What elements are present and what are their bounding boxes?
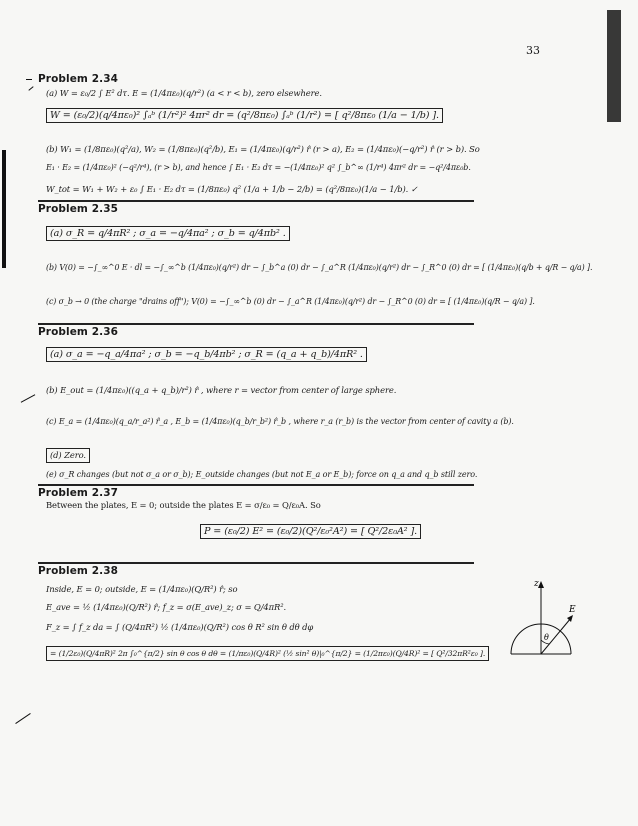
boxed-answer: (a) σ_a = −q_a/4πa² ; σ_b = −q_b/4πb² ; σ_R = (q_a + q_b)/4πR² . [46, 347, 367, 362]
page-number: 33 [526, 44, 540, 57]
theta-label: θ [544, 633, 549, 642]
solution-line: (b) V(0) = −∫_∞^0 E · dl = −∫_∞^b (1/4πε₀)(q/r²) dr − ∫_b^a (0) dr − ∫_a^R (1/4πε₀)(q/r²) dr − ∫_R^0 (0) dr = [ (1/4πε₀)(q/b + q/R − q/a) ]. [46, 263, 593, 272]
hemisphere-figure [506, 578, 576, 658]
solution-line [46, 646, 489, 661]
solution-line: F_z = ∫ f_z da = ∫ (Q/4πR²) ½ (1/4πε₀)(Q/R²) cos θ R² sin θ dθ dφ [46, 622, 314, 632]
boxed-answer: P = (ε₀/2) E² = (ε₀/2)(Q²/ε₀²A²) = [ Q²/2ε₀A² ]. [200, 524, 421, 539]
boxed-answer: (a) σ_R = q/4πR² ; σ_a = −q/4πa² ; σ_b = q/4πb² . [46, 226, 290, 241]
solution-line: (e) σ_R changes (but not σ_a or σ_b); E_outside changes (but not E_a or E_b); force on q_a and q_b still zero. [46, 470, 478, 479]
solution-line [46, 448, 90, 463]
solution-line: (c) σ_b → 0 (the charge "drains off"); V(0) = −∫_∞^b (0) dr − ∫_a^R (1/4πε₀)(q/r²) dr − ∫_R^0 (0) dr = [ (1/4πε₀)(q/R − q/a) ]. [46, 297, 535, 306]
section-divider [38, 323, 474, 325]
solution-line: (c) E_a = (1/4πε₀)(q_a/r_a²) r̂_a , E_b = (1/4πε₀)(q_b/r_b²) r̂_b , where r_a (r_b) is the vector from center of cavity a (b). [46, 417, 514, 426]
z-axis-arrowhead [538, 581, 544, 588]
solution-line [46, 226, 290, 241]
section-divider [38, 562, 474, 564]
section-divider [38, 200, 474, 202]
solution-line: E₁ · E₂ = (1/4πε₀)² (−q²/r⁴), (r > b), and hence ∫ E₁ · E₂ dτ = −(1/4πε₀)² q² ∫_b^∞ (1/r⁴) 4πr² dr = −q²/4πε₀b. [46, 163, 471, 172]
boxed-answer: (d) Zero. [46, 448, 90, 463]
problem-heading: Problem 2.38 [38, 565, 119, 577]
margin-check-mark [28, 86, 33, 91]
binding-edge-mark [2, 150, 6, 268]
problem-heading: Problem 2.34 [38, 73, 119, 85]
e-vector-label: E [569, 605, 576, 615]
solution-line: E_ave = ½ (1/4πε₀)(Q/R²) r̂; f_z = σ(E_ave)_z; σ = Q/4πR². [46, 602, 287, 612]
solution-line [46, 347, 367, 362]
problem-heading: Problem 2.37 [38, 487, 119, 499]
boxed-answer: = (1/2ε₀)(Q/4πR)² 2π ∫₀^{π/2} sin θ cos θ dθ = (1/πε₀)(Q/4R)² (½ sin² θ)|₀^{π/2} = (1/2πε₀)(Q/4R)² = [ Q²/32πR²ε₀ ]. [46, 646, 489, 661]
section-divider [38, 484, 474, 486]
hemisphere-diagram [506, 578, 576, 658]
margin-dash-mark [26, 79, 32, 80]
problem-heading: Problem 2.36 [38, 326, 119, 338]
problem-heading: Problem 2.35 [38, 203, 119, 215]
scan-edge-shadow [607, 10, 621, 122]
boxed-answer: W = (ε₀/2)(q/4πε₀)² ∫ₐᵇ (1/r²)² 4πr² dr = (q²/8πε₀) ∫ₐᵇ (1/r²) = [ q²/8πε₀ (1/a − 1/b) ]. [46, 108, 443, 123]
solution-line: Inside, E = 0; outside, E = (1/4πε₀)(Q/R²) r̂; so [46, 584, 238, 594]
solution-line [200, 524, 421, 539]
solution-line [46, 108, 443, 123]
solution-line: (b) W₁ = (1/8πε₀)(q²/a), W₂ = (1/8πε₀)(q²/b), E₁ = (1/4πε₀)(q/r²) r̂ (r > a), E₂ = (1/4πε₀)(−q/r²) r̂ (r > b). So [46, 144, 480, 154]
z-axis-label: z [534, 579, 539, 589]
solution-line: W_tot = W₁ + W₂ + ε₀ ∫ E₁ · E₂ dτ = (1/8πε₀) q² (1/a + 1/b − 2/b) = (q²/8πε₀)(1/a − 1/b). ✓ [46, 184, 418, 194]
solution-line: (b) E_out = (1/4πε₀)((q_a + q_b)/r²) r̂ , where r = vector from center of large sphere. [46, 385, 397, 395]
margin-pen-stroke [21, 394, 36, 402]
solution-line: (a) W = ε₀/2 ∫ E² dτ. E = (1/4πε₀)(q/r²) (a < r < b), zero elsewhere. [46, 88, 322, 98]
solution-line: Between the plates, E = 0; outside the plates E = σ/ε₀ = Q/ε₀A. So [46, 500, 321, 510]
margin-pen-stroke [15, 713, 30, 724]
